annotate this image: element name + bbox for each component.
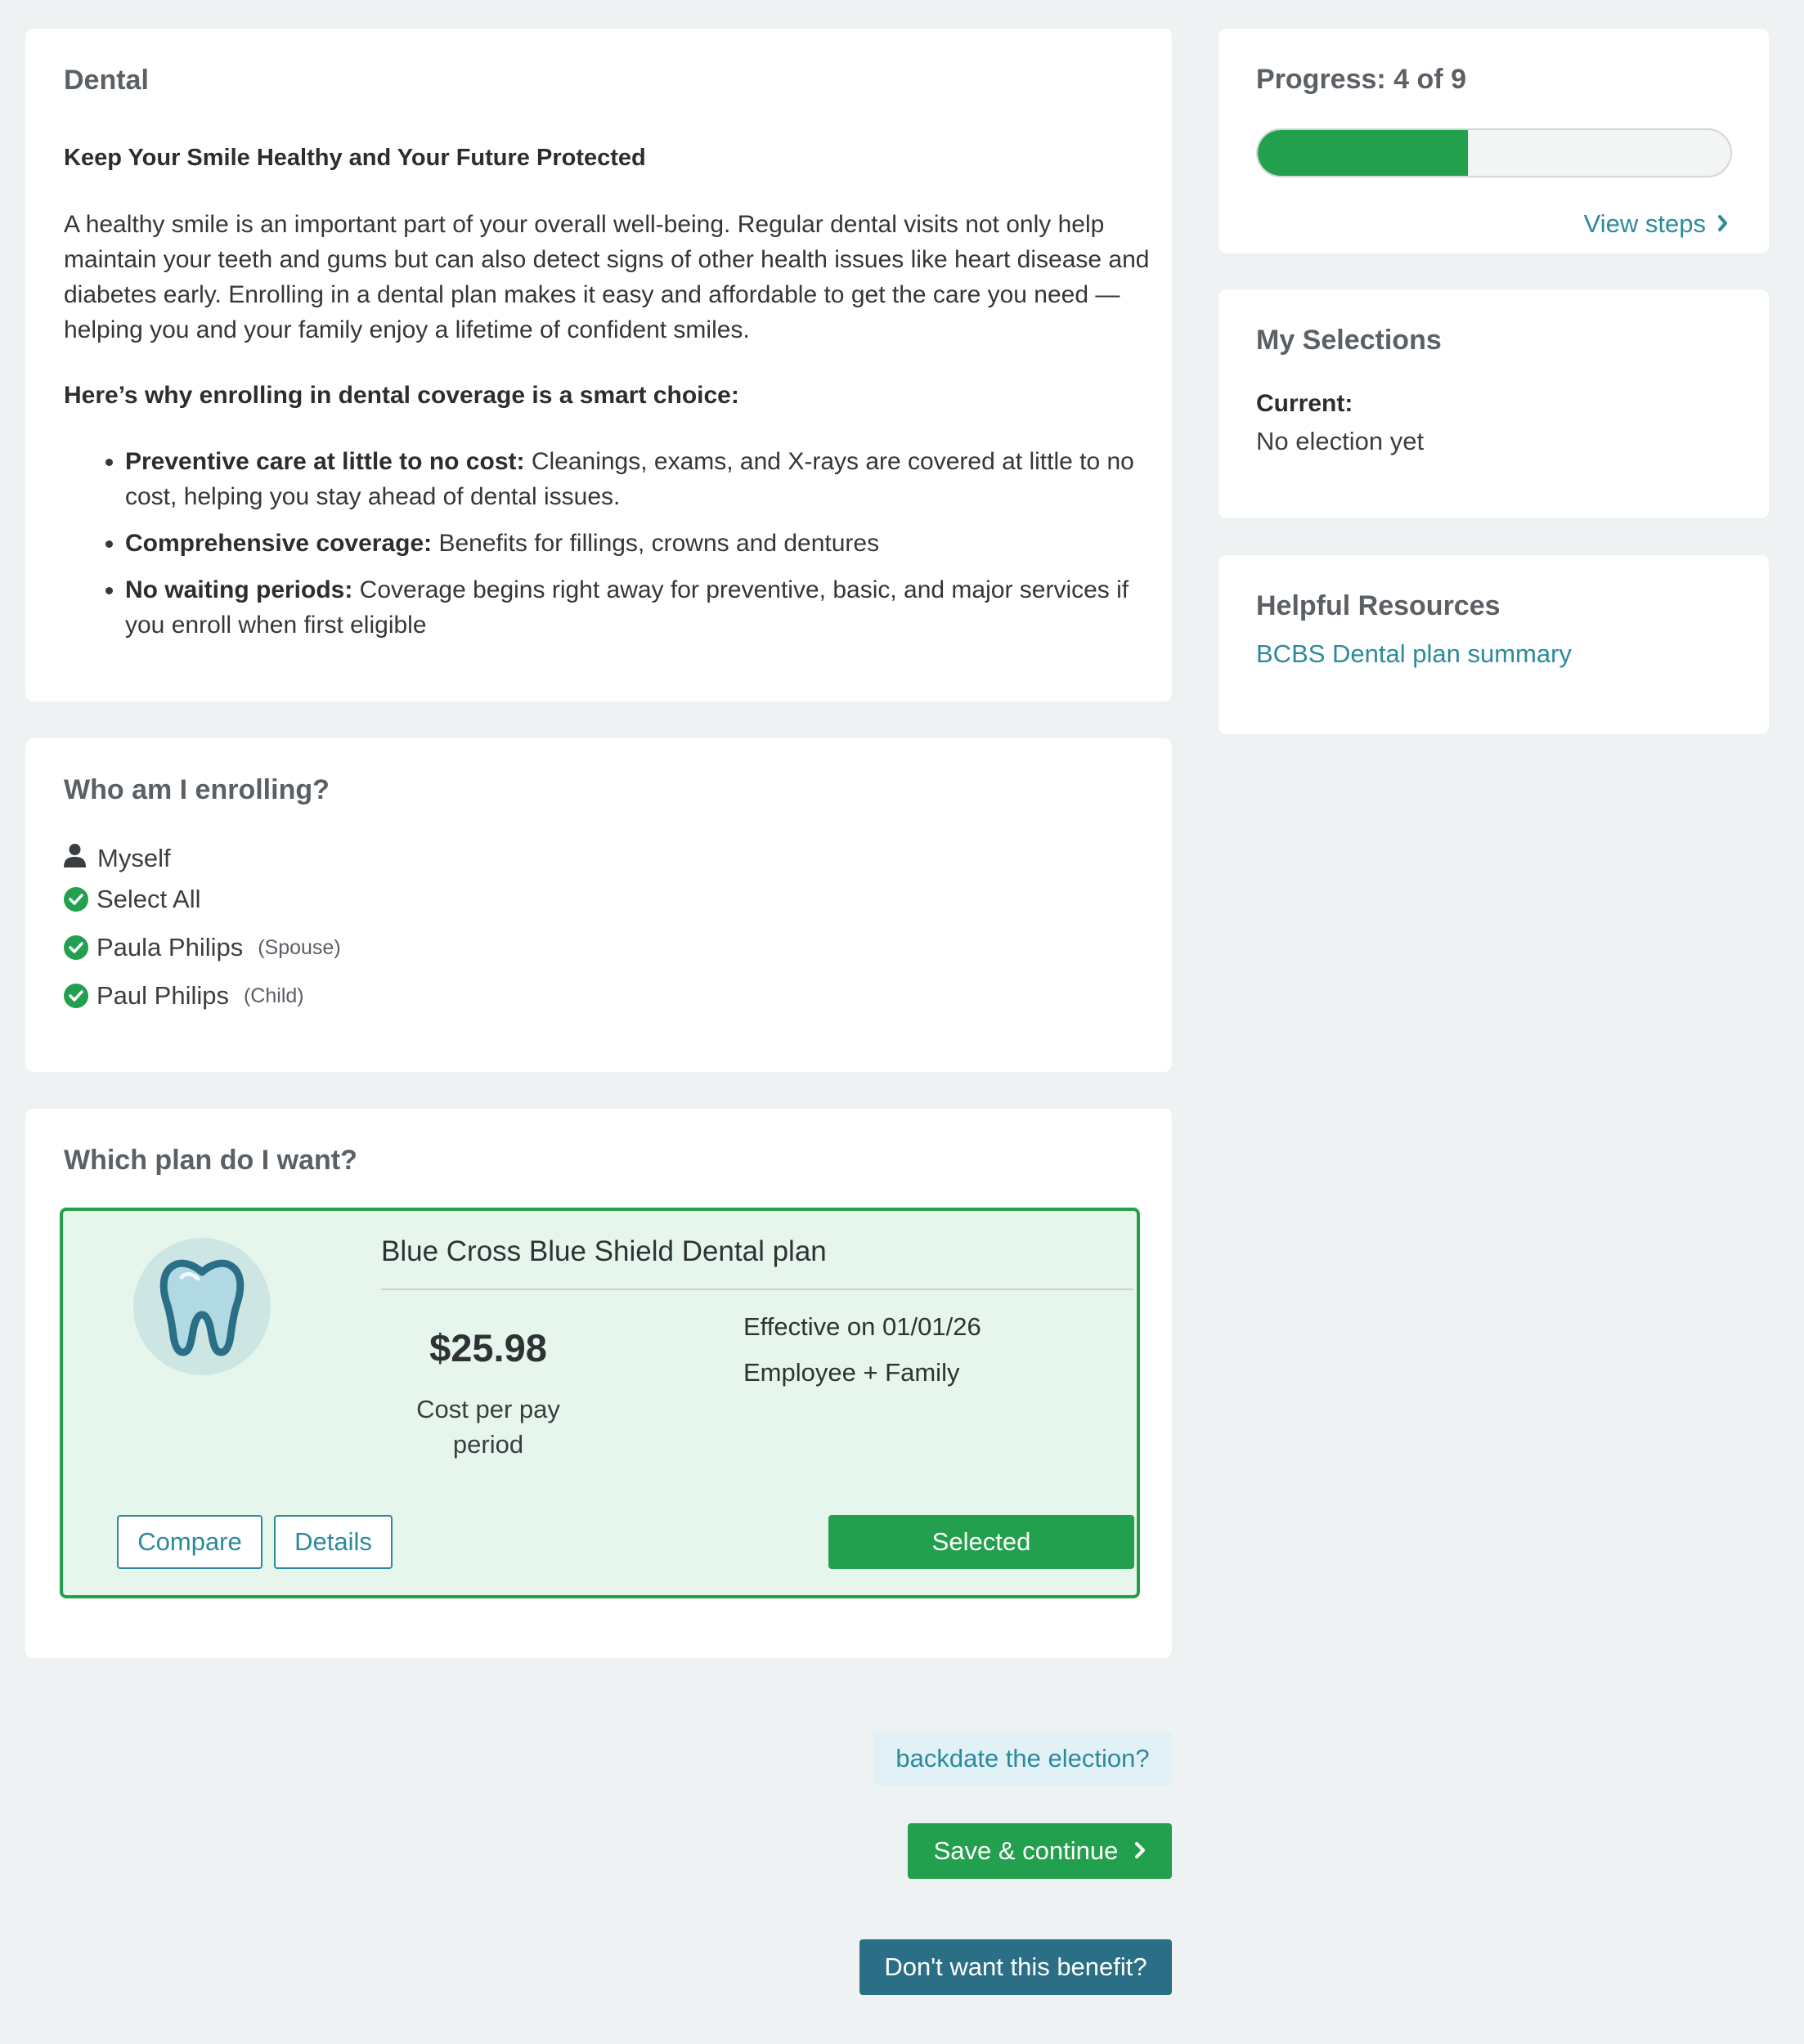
intro-subheading: Keep Your Smile Healthy and Your Future Protected <box>64 145 646 171</box>
backdate-election-link[interactable]: backdate the election? <box>873 1732 1172 1786</box>
save-continue-button[interactable] <box>908 1823 1172 1879</box>
benefits-list <box>125 444 1156 654</box>
current-value: No election yet <box>1256 427 1425 455</box>
myself-row <box>64 843 171 874</box>
dependent-checkbox-spouse[interactable] <box>64 933 341 962</box>
selections-title: My Selections <box>1256 325 1442 356</box>
dependent-relation: (Child) <box>243 984 304 1007</box>
check-circle-icon <box>64 887 88 912</box>
current-label: Current: <box>1256 390 1353 417</box>
save-continue-label: Save & continue <box>933 1836 1119 1865</box>
view-steps-label: View steps <box>1583 209 1706 238</box>
list-item <box>125 572 1156 643</box>
bullet-bold: Comprehensive coverage: <box>125 530 433 557</box>
chevron-right-icon <box>1134 1836 1146 1866</box>
select-all-checkbox[interactable] <box>64 885 201 914</box>
dental-intro-card <box>25 29 1172 702</box>
progress-card <box>1218 29 1769 253</box>
dependent-relation: (Spouse) <box>258 935 341 959</box>
select-all-label: Select All <box>96 885 201 913</box>
check-circle-icon <box>64 984 88 1008</box>
resources-card <box>1218 555 1769 734</box>
dependent-name: Paula Philips <box>96 933 244 961</box>
tooth-icon <box>133 1238 271 1375</box>
progress-bar-fill <box>1258 130 1468 176</box>
user-icon <box>64 843 86 874</box>
bullet-text: Coverage begins right away for preventive, basic, and major services if you enroll when first eligible <box>125 576 1129 639</box>
selections-card <box>1218 289 1769 518</box>
dependent-name: Paul Philips <box>96 981 229 1010</box>
check-circle-icon <box>64 935 88 960</box>
plan-card <box>25 1109 1172 1658</box>
selected-button[interactable]: Selected <box>828 1515 1134 1569</box>
view-steps-link[interactable] <box>1584 209 1728 239</box>
plan-summary-link[interactable]: BCBS Dental plan summary <box>1256 639 1572 668</box>
coverage-tier: Employee + Family <box>743 1358 960 1387</box>
list-item <box>125 444 1156 514</box>
effective-date: Effective on 01/01/26 <box>743 1312 981 1341</box>
bullet-bold: Preventive care at little to no cost: <box>125 448 525 475</box>
enrollees-title: Who am I enrolling? <box>64 774 330 805</box>
decline-benefit-button[interactable]: Don't want this benefit? <box>859 1939 1172 1995</box>
progress-title: Progress: 4 of 9 <box>1256 64 1466 95</box>
resources-title: Helpful Resources <box>1256 590 1501 621</box>
price-label: Cost per pay period <box>416 1395 560 1459</box>
details-button[interactable]: Details <box>274 1515 393 1569</box>
divider <box>381 1289 1133 1290</box>
plan-section-title: Which plan do I want? <box>64 1145 357 1176</box>
myself-label: Myself <box>97 844 171 872</box>
chevron-right-icon <box>1717 209 1728 239</box>
bullet-bold: No waiting periods: <box>125 576 353 603</box>
dependent-checkbox-child[interactable] <box>64 981 304 1011</box>
progress-bar <box>1256 128 1732 177</box>
plan-name: Blue Cross Blue Shield Dental plan <box>381 1235 827 1267</box>
enrollees-card <box>25 738 1172 1072</box>
compare-button[interactable]: Compare <box>117 1515 263 1569</box>
bullet-text: Cleanings, exams, and X-rays are covered at little to no cost, helping you stay ahead of dental issues. <box>125 448 1134 510</box>
plan-option-selected[interactable] <box>60 1208 1140 1598</box>
intro-paragraph: A healthy smile is an important part of your overall well-being. Regular dental visits not only help maintain your teeth and gums but can also detect signs of other health issues like heart disease and diabetes early. Enrolling in a dental plan makes it easy and affordable to get the care you need — helping you and your family enjoy a lifetime of confident smiles. <box>64 211 1150 343</box>
page-title: Dental <box>64 65 149 96</box>
benefits-heading: Here’s why enrolling in dental coverage is a smart choice: <box>64 382 739 409</box>
plan-price: $25.98 <box>429 1326 547 1369</box>
bullet-text: Benefits for fillings, crowns and dentures <box>432 530 880 557</box>
list-item <box>125 526 1156 561</box>
